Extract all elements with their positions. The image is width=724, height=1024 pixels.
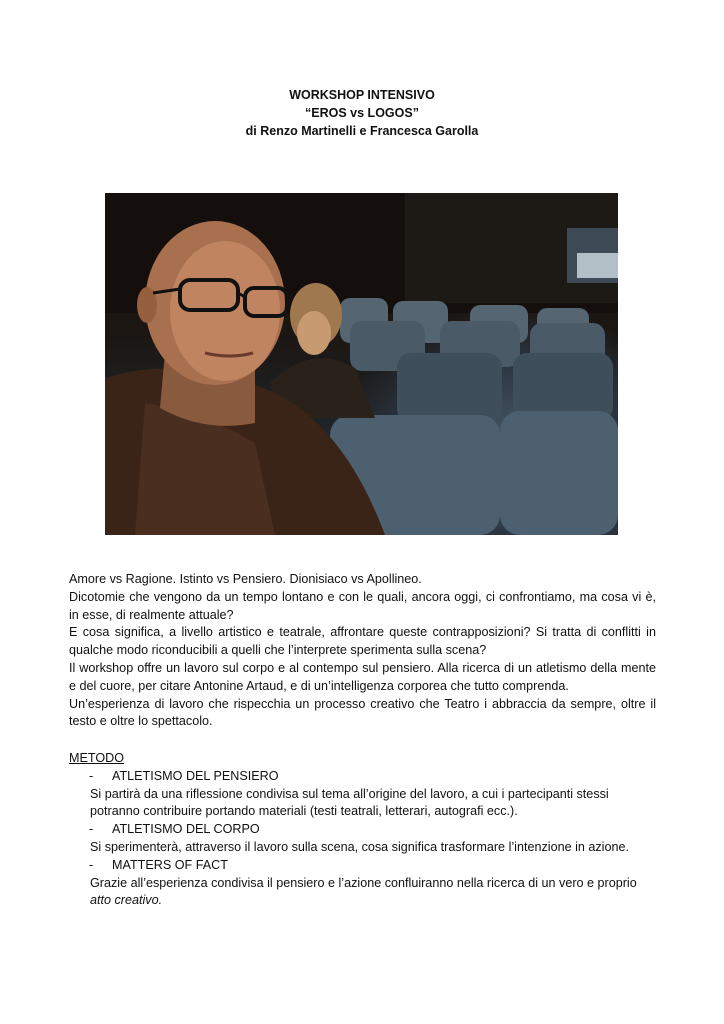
metodo-item-desc: Si partirà da una riflessione condivisa sul tema all’origine del lavoro, a cui i partecipanti stessi potranno contribuire portando materiali (testi teatrali, letterari, autografi ecc.). — [90, 786, 609, 819]
metodo-item-title: MATTERS OF FACT — [112, 857, 228, 872]
paragraph-1: Amore vs Ragione. Istinto vs Pensiero. Dionisiaco vs Apollineo. — [69, 572, 422, 586]
metodo-section — [69, 750, 656, 910]
metodo-item-desc: Si sperimenterà, attraverso il lavoro sulla scena, cosa significa trasformare l’intenzione in azione. — [90, 839, 629, 854]
metodo-item-desc-italic: atto creativo. — [90, 893, 163, 908]
title-line-1: WORKSHOP INTENSIVO — [289, 88, 435, 102]
paragraph-4: Il workshop offre un lavoro sul corpo e al contempo sul pensiero. Alla ricerca di un atletismo della mente e del cuore, per citare Antonine Artaud, e di un’intelligenza corporea che tutto comprenda. — [69, 660, 656, 693]
metodo-item-3 — [69, 857, 656, 875]
title-block — [0, 86, 724, 140]
title-line-2: “EROS vs LOGOS” — [305, 106, 419, 120]
workshop-photo — [105, 193, 618, 535]
paragraph-3: E cosa significa, a livello artistico e teatrale, affrontare queste contrapposizioni? Si tratta di conflitti in qualche modo riconducibili a quelli che l’interprete sperimenta sulla scena? — [69, 625, 656, 658]
list-dash: - — [89, 822, 94, 837]
metodo-item-desc — [69, 875, 656, 911]
paragraph-5: Un’esperienza di lavoro che rispecchia un processo creativo che Teatro i abbraccia da sempre, oltre il testo e oltre lo spettacolo. — [69, 696, 656, 729]
metodo-item-title: ATLETISMO DEL CORPO — [112, 822, 260, 837]
list-dash: - — [89, 768, 94, 783]
metodo-heading: METODO — [69, 751, 125, 765]
list-dash: - — [89, 857, 94, 872]
title-line-3: di Renzo Martinelli e Francesca Garolla — [245, 124, 479, 138]
paragraph-2: Dicotomie che vengono da un tempo lontano e con le quali, ancora oggi, ci confrontiamo, ma cosa vi è, in esse, di realmente attuale? — [69, 589, 656, 622]
body-text — [69, 571, 656, 731]
metodo-item-desc-text: Grazie all’esperienza condivisa il pensiero e l’azione confluiranno nella ricerca di un vero e proprio — [90, 875, 637, 890]
metodo-item-2 — [69, 821, 656, 839]
metodo-item-1 — [69, 768, 656, 786]
metodo-item-title: ATLETISMO DEL PENSIERO — [112, 768, 279, 783]
